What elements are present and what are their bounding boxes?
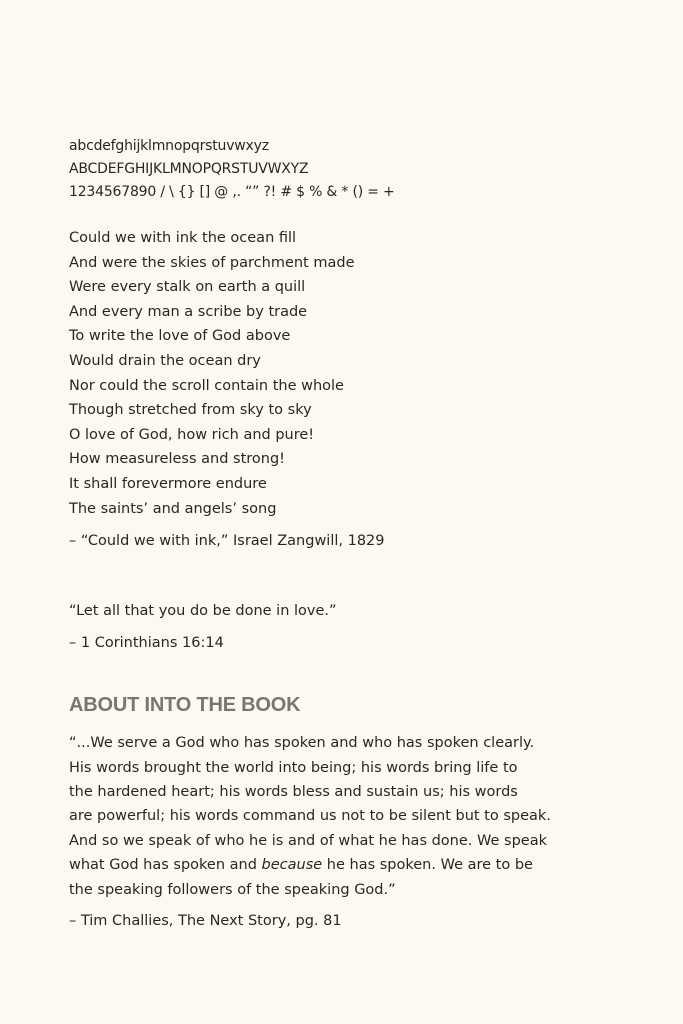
poem-line: Nor could the scroll contain the whole (69, 377, 344, 394)
about-line: And so we speak of who he is and of what he has done. We speak (69, 832, 547, 849)
page-content (69, 135, 669, 933)
verse-block (69, 599, 669, 655)
poem-attribution: – “Could we with ink,” Israel Zangwill, 1829 (69, 533, 385, 550)
about-line: “...We serve a God who has spoken and who has spoken clearly. (69, 735, 535, 752)
verse-quote: “Let all that you do be done in love.” (69, 603, 337, 620)
poem-line: And were the skies of parchment made (69, 254, 355, 271)
poem (69, 226, 669, 553)
about-heading: ABOUT INTO THE BOOK (69, 694, 301, 717)
poem-line: To write the love of God above (69, 328, 291, 345)
poem-line: How measureless and strong! (69, 451, 285, 468)
poem-line: Were every stalk on earth a quill (69, 279, 306, 296)
about-quote (69, 731, 669, 902)
poem-line: And every man a scribe by trade (69, 303, 308, 320)
poem-line: The saints’ and angels’ song (69, 500, 277, 517)
about-line: are powerful; his words command us not to be silent but to speak. (69, 808, 551, 825)
about-attribution: – Tim Challies, The Next Story, pg. 81 (69, 912, 342, 929)
about-line: the speaking followers of the speaking God.” (69, 881, 396, 898)
about-line: the hardened heart; his words bless and sustain us; his words (69, 783, 518, 800)
poem-line: Could we with ink the ocean fill (69, 230, 297, 246)
verse-reference: – 1 Corinthians 16:14 (69, 635, 224, 652)
about-line-text: what God has spoken and (69, 857, 262, 874)
about-line: His words brought the world into being; his words bring life to (69, 759, 518, 776)
specimen-uppercase: ABCDEFGHIJKLMNOPQRSTUVWXYZ (69, 161, 309, 177)
font-specimen (69, 135, 669, 204)
specimen-lowercase: abcdefghijklmnopqrstuvwxyz (69, 138, 269, 154)
specimen-symbols: 1234567890 / \ {} [] @ ,. “” ?! # $ % & * () = + (69, 184, 395, 200)
poem-line: O love of God, how rich and pure! (69, 426, 315, 443)
emphasis-text: because (261, 857, 323, 874)
about-line-text: he has spoken. We are to be (322, 857, 533, 874)
about-line (69, 853, 669, 877)
poem-line: It shall forevermore endure (69, 475, 267, 492)
poem-line: Would drain the ocean dry (69, 352, 261, 369)
poem-line: Though stretched from sky to sky (69, 402, 312, 419)
